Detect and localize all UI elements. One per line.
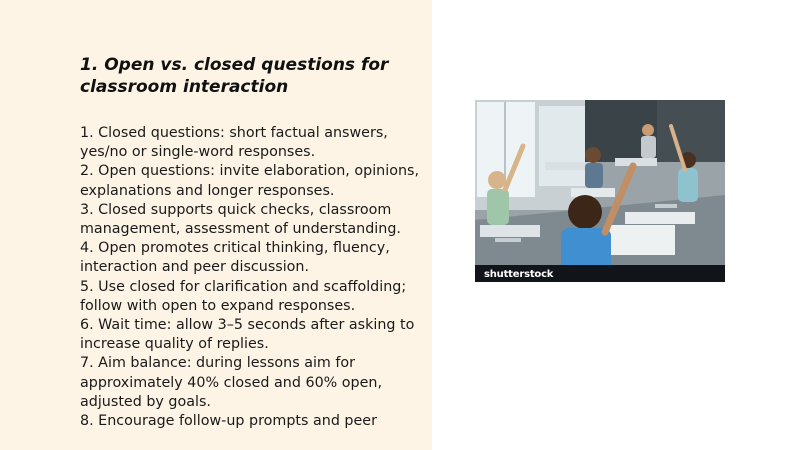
classroom-illustration — [475, 100, 725, 282]
slide-title — [80, 54, 420, 98]
classroom-photo — [475, 100, 725, 282]
point-item: 1. Closed questions: short factual answers, yes/no or single-word responses. — [80, 125, 388, 161]
watermark-bar — [475, 265, 725, 282]
point-item: 4. Open promotes critical thinking, fluency, interaction and peer discussion. — [80, 240, 390, 276]
point-item: 7. Aim balance: during lessons aim for approximately 40% closed and 60% open, adjusted by goals. — [80, 355, 383, 410]
slide-title-line: classroom interaction — [80, 77, 289, 97]
point-item: 2. Open questions: invite elaboration, opinions, explanations and longer responses. — [80, 163, 419, 199]
point-item: 5. Use closed for clarification and scaffolding; follow with open to expand responses. — [80, 278, 407, 314]
point-item: 6. Wait time: allow 3–5 seconds after asking to increase quality of replies. — [80, 317, 415, 353]
slide-title-line: 1. Open vs. closed questions for — [80, 55, 389, 75]
point-item: 8. Encourage follow-up prompts and peer — [80, 413, 377, 430]
point-item: 3. Closed supports quick checks, classroom management, assessment of understanding. — [80, 201, 401, 238]
watermark-text: shutterstock — [484, 269, 554, 280]
points-list — [80, 124, 430, 431]
